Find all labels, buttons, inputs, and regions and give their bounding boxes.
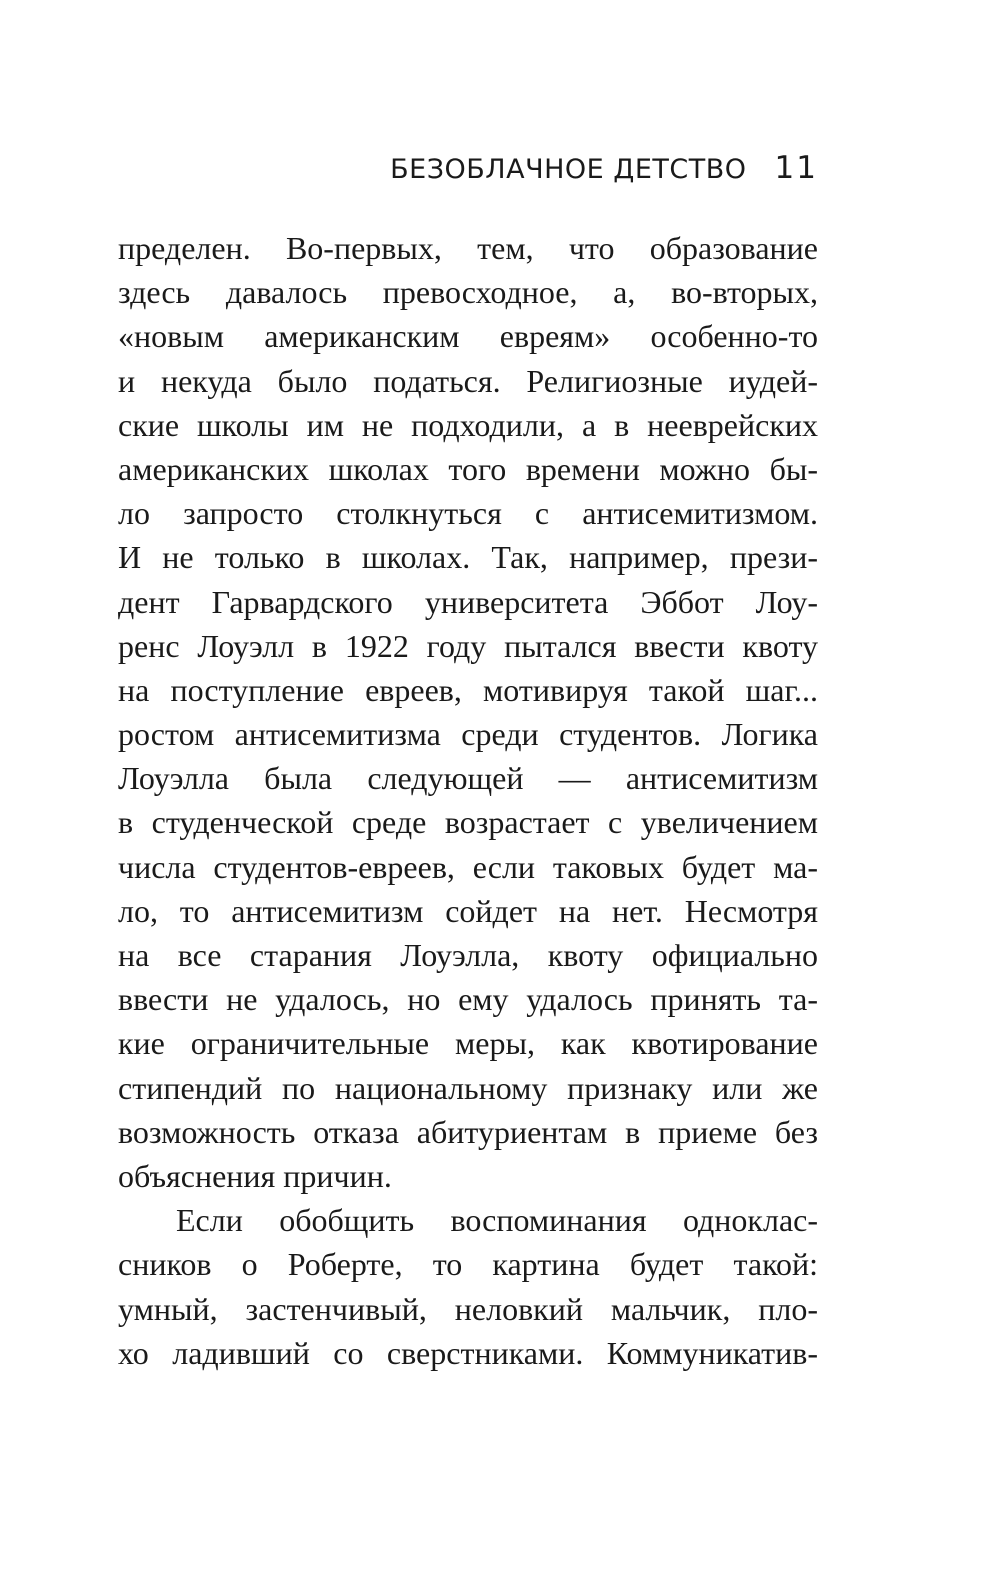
text-line: умный, застенчивый, неловкий мальчик, пло-	[118, 1290, 818, 1327]
text-line: «новым американским евреям» особенно-то	[118, 318, 818, 355]
text-line: хо ладивший со сверстниками. Коммуникатив-	[118, 1334, 818, 1371]
text-line: ло, то антисемитизм сойдет на нет. Несмотря	[118, 892, 818, 929]
text-line: сников о Роберте, то картина будет такой:	[118, 1246, 818, 1283]
text-line: ло запросто столкнуться с антисемитизмом.	[118, 495, 818, 532]
text-line: стипендий по национальному признаку или же	[118, 1069, 818, 1106]
text-line: на все старания Лоуэлла, квоту официально	[118, 937, 818, 973]
text-line: и некуда было податься. Религиозные иудей-	[118, 362, 818, 399]
text-line: дент Гарвардского университета Эббот Лоу-	[118, 583, 818, 620]
running-head	[118, 150, 818, 194]
text-line: здесь давалось превосходное, а, во-вторых,	[118, 274, 818, 311]
text-line: кие ограничительные меры, как квотирование	[118, 1025, 818, 1062]
text-line: Если обобщить воспоминания одноклас-	[176, 1202, 818, 1239]
text-line: числа студентов-евреев, если таковых будет ма-	[118, 848, 818, 885]
text-line: американских школах того времени можно бы-	[118, 450, 818, 487]
running-title: БЕЗОБЛАЧНОЕ ДЕТСТВО	[390, 154, 747, 185]
text-line: объяснения причин.	[118, 1157, 392, 1194]
text-line: И не только в школах. Так, например, прези-	[118, 539, 818, 576]
paragraph-1	[118, 226, 818, 1198]
body-text	[118, 226, 818, 1375]
text-line: пределен. Во-первых, тем, что образование	[118, 230, 818, 266]
text-line: возможность отказа абитуриентам в приеме без	[118, 1113, 818, 1150]
text-line: ростом антисемитизма среди студентов. Логика	[118, 716, 818, 753]
page-number: 11	[774, 150, 818, 186]
text-line: ввести не удалось, но ему удалось принять та-	[118, 981, 818, 1018]
text-line: Лоуэлла была следующей — антисемитизм	[118, 760, 818, 797]
paragraph-2	[118, 1198, 818, 1375]
text-line: ские школы им не подходили, а в нееврейских	[118, 406, 818, 443]
text-line: на поступление евреев, мотивируя такой шаг...	[118, 671, 818, 708]
text-line: ренс Лоуэлл в 1922 году пытался ввести квоту	[118, 627, 818, 664]
text-line: в студенческой среде возрастает с увеличением	[118, 804, 818, 841]
